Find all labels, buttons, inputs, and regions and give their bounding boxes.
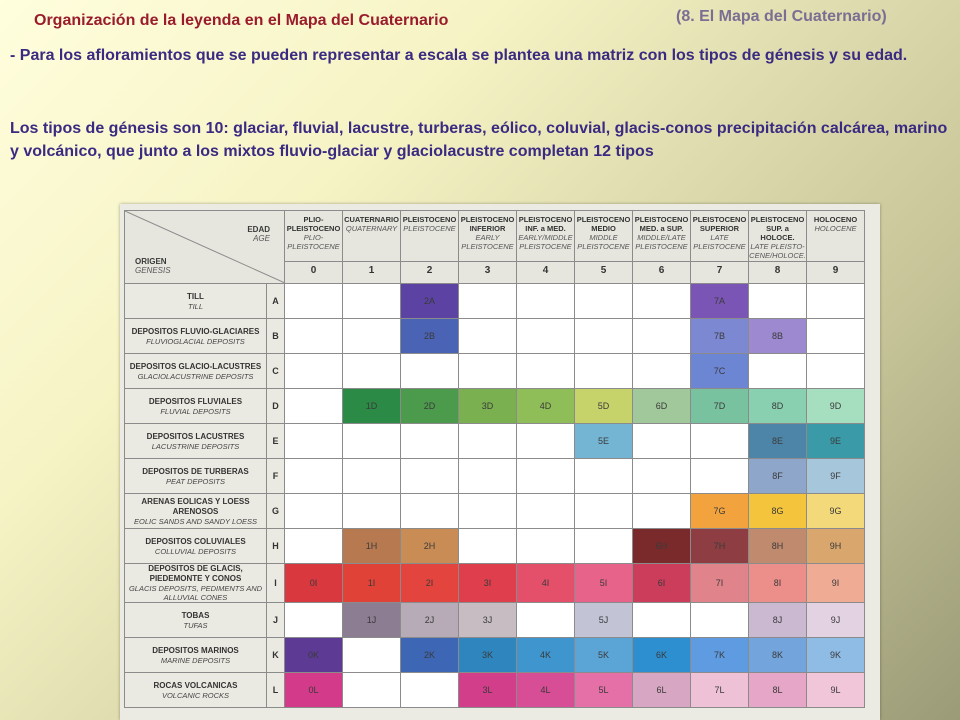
empty-cell <box>807 284 865 319</box>
genesis-row-header <box>125 529 267 564</box>
age-column-name: PLEISTOCENO MED. a SUP. <box>634 215 689 233</box>
age-column-header <box>459 211 517 284</box>
empty-cell <box>459 459 517 494</box>
legend-unit-cell: 3J <box>459 603 517 638</box>
age-column-name: PLEISTOCENO SUP. a HOLOCE. <box>750 215 805 242</box>
age-column-name: PLIO-PLEISTOCENO <box>286 215 341 233</box>
empty-cell <box>517 529 575 564</box>
corner-origen-label: ORIGEN <box>135 257 167 266</box>
empty-cell <box>285 459 343 494</box>
empty-cell <box>633 459 691 494</box>
legend-unit-cell: 3K <box>459 638 517 673</box>
genesis-name: TOBAS <box>181 610 210 620</box>
legend-unit-cell: 9I <box>807 564 865 603</box>
genesis-row <box>125 673 865 708</box>
empty-cell <box>633 494 691 529</box>
genesis-row <box>125 424 865 459</box>
empty-cell <box>343 354 401 389</box>
age-column-name-en: EARLY PLEISTOCENE <box>461 233 514 251</box>
age-column-name: PLEISTOCENO INF. a MED. <box>518 215 573 233</box>
empty-cell <box>575 354 633 389</box>
legend-unit-cell: 7C <box>691 354 749 389</box>
legend-unit-cell: 8D <box>749 389 807 424</box>
age-column-name: HOLOCENO <box>813 215 858 224</box>
genesis-name: DEPOSITOS FLUVIALES <box>148 396 243 406</box>
legend-unit-cell: 2A <box>401 284 459 319</box>
legend-unit-cell: 2J <box>401 603 459 638</box>
legend-unit-cell: 6H <box>633 529 691 564</box>
legend-unit-cell: 5I <box>575 564 633 603</box>
genesis-row <box>125 354 865 389</box>
age-column-index: 4 <box>517 261 574 280</box>
legend-unit-cell: 1H <box>343 529 401 564</box>
paragraph-matrix-intro: - Para los afloramientos que se pueden representar a escala se plantea una matriz con los tipos de génesis y su edad. <box>10 47 908 64</box>
legend-unit-cell: 8E <box>749 424 807 459</box>
age-column-index: 9 <box>807 261 864 280</box>
genesis-row-header <box>125 459 267 494</box>
empty-cell <box>691 603 749 638</box>
legend-unit-cell: 0I <box>285 564 343 603</box>
genesis-row-letter: B <box>267 319 285 354</box>
genesis-name: DEPOSITOS MARINOS <box>152 645 239 655</box>
empty-cell <box>285 319 343 354</box>
genesis-row-header <box>125 603 267 638</box>
genesis-name: DEPOSITOS LACUSTRES <box>146 431 245 441</box>
empty-cell <box>575 494 633 529</box>
age-column-name: PLEISTOCENO INFERIOR <box>460 215 515 233</box>
empty-cell <box>575 529 633 564</box>
empty-cell <box>517 459 575 494</box>
empty-cell <box>633 424 691 459</box>
genesis-row-letter: D <box>267 389 285 424</box>
empty-cell <box>401 673 459 708</box>
empty-cell <box>575 284 633 319</box>
empty-cell <box>517 354 575 389</box>
empty-cell <box>807 354 865 389</box>
empty-cell <box>749 284 807 319</box>
genesis-row-header <box>125 284 267 319</box>
empty-cell <box>343 424 401 459</box>
paragraph-genesis-types: Los tipos de génesis son 10: glaciar, fluvial, lacustre, turberas, eólico, coluvial, glacis-conos precipitación calcárea, marino y volcánico, que junto a los mixtos fluvio-glaciar y glaciolacustre completan 12 tipos <box>10 120 948 160</box>
genesis-name: DEPOSITOS GLACIO-LACUSTRES <box>129 361 262 371</box>
age-column-index: 7 <box>691 261 748 280</box>
genesis-row-letter: L <box>267 673 285 708</box>
empty-cell <box>343 638 401 673</box>
empty-cell <box>285 389 343 424</box>
genesis-row-header <box>125 673 267 708</box>
legend-unit-cell: 0L <box>285 673 343 708</box>
legend-unit-cell: 9G <box>807 494 865 529</box>
genesis-name-en: VOLCANIC ROCKS <box>161 690 230 700</box>
empty-cell <box>517 284 575 319</box>
genesis-row-letter: K <box>267 638 285 673</box>
empty-cell <box>401 424 459 459</box>
legend-unit-cell: 8F <box>749 459 807 494</box>
empty-cell <box>575 319 633 354</box>
legend-unit-cell: 9J <box>807 603 865 638</box>
genesis-name: DEPOSITOS FLUVIO-GLACIARES <box>131 326 260 336</box>
legend-unit-cell: 8I <box>749 564 807 603</box>
age-column-index: 2 <box>401 261 458 280</box>
age-column-index: 6 <box>633 261 690 280</box>
age-column-header <box>749 211 807 284</box>
age-column-index: 5 <box>575 261 632 280</box>
legend-unit-cell: 0K <box>285 638 343 673</box>
age-column-name-en: PLIO-PLEISTOCENE <box>287 233 340 251</box>
legend-matrix-image <box>120 204 880 720</box>
legend-unit-cell: 1D <box>343 389 401 424</box>
genesis-row-header <box>125 424 267 459</box>
age-column-header <box>575 211 633 284</box>
genesis-name: ROCAS VOLCANICAS <box>153 680 238 690</box>
legend-unit-cell: 1I <box>343 564 401 603</box>
corner-genesis-label: GENESIS <box>135 266 171 275</box>
genesis-row-header <box>125 319 267 354</box>
age-column-name-en: LATE PLEISTO-CENE/HOLOCE. <box>749 242 806 260</box>
genesis-row-letter: G <box>267 494 285 529</box>
legend-unit-cell: 9E <box>807 424 865 459</box>
slide-reference: (8. El Mapa del Cuaternario) <box>676 8 887 25</box>
legend-unit-cell: 7L <box>691 673 749 708</box>
genesis-name-en: EOLIC SANDS AND SANDY LOESS <box>134 516 257 526</box>
age-column-header <box>691 211 749 284</box>
legend-unit-cell: 4L <box>517 673 575 708</box>
genesis-name: TILL <box>187 291 204 301</box>
genesis-row-letter: A <box>267 284 285 319</box>
legend-unit-cell: 9K <box>807 638 865 673</box>
genesis-name-en: GLACIOLACUSTRINE DEPOSITS <box>137 371 254 381</box>
empty-cell <box>343 494 401 529</box>
age-column-header <box>343 211 401 284</box>
genesis-row-header <box>125 389 267 424</box>
legend-unit-cell: 2B <box>401 319 459 354</box>
empty-cell <box>517 494 575 529</box>
genesis-row <box>125 529 865 564</box>
empty-cell <box>517 319 575 354</box>
legend-unit-cell: 7I <box>691 564 749 603</box>
legend-unit-cell: 3I <box>459 564 517 603</box>
empty-cell <box>343 319 401 354</box>
legend-unit-cell: 3D <box>459 389 517 424</box>
genesis-row <box>125 564 865 603</box>
legend-unit-cell: 4D <box>517 389 575 424</box>
empty-cell <box>285 424 343 459</box>
legend-unit-cell: 7G <box>691 494 749 529</box>
legend-unit-cell: 6I <box>633 564 691 603</box>
genesis-name-en: TILL <box>187 301 203 311</box>
genesis-row-letter: C <box>267 354 285 389</box>
legend-unit-cell: 5K <box>575 638 633 673</box>
legend-unit-cell: 4K <box>517 638 575 673</box>
age-column-name: CUATERNARIO <box>344 215 399 224</box>
corner-age-label: AGE <box>253 234 270 243</box>
genesis-row-letter: H <box>267 529 285 564</box>
empty-cell <box>401 459 459 494</box>
legend-unit-cell: 5J <box>575 603 633 638</box>
empty-cell <box>285 284 343 319</box>
empty-cell <box>459 319 517 354</box>
age-column-name: PLEISTOCENO MEDIO <box>576 215 631 233</box>
empty-cell <box>401 354 459 389</box>
age-column-index: 3 <box>459 261 516 280</box>
age-column-name-en: HOLOCENE <box>814 224 857 233</box>
legend-unit-cell: 5L <box>575 673 633 708</box>
genesis-row <box>125 284 865 319</box>
genesis-row-header <box>125 638 267 673</box>
legend-unit-cell: 6L <box>633 673 691 708</box>
age-column-header <box>517 211 575 284</box>
legend-unit-cell: 8B <box>749 319 807 354</box>
empty-cell <box>575 459 633 494</box>
genesis-name-en: LACUSTRINE DEPOSITS <box>151 441 240 451</box>
empty-cell <box>633 603 691 638</box>
genesis-row-letter: J <box>267 603 285 638</box>
empty-cell <box>343 284 401 319</box>
legend-unit-cell: 2D <box>401 389 459 424</box>
genesis-row <box>125 459 865 494</box>
legend-unit-cell: 7H <box>691 529 749 564</box>
empty-cell <box>749 354 807 389</box>
age-column-name: PLEISTOCENO <box>402 215 457 224</box>
legend-unit-cell: 3L <box>459 673 517 708</box>
legend-unit-cell: 5D <box>575 389 633 424</box>
empty-cell <box>633 284 691 319</box>
empty-cell <box>343 459 401 494</box>
legend-unit-cell: 7B <box>691 319 749 354</box>
legend-unit-cell: 2H <box>401 529 459 564</box>
genesis-row-header <box>125 494 267 529</box>
corner-edad-label: EDAD <box>247 225 270 234</box>
empty-cell <box>285 494 343 529</box>
legend-unit-cell: 9L <box>807 673 865 708</box>
age-column-index: 0 <box>285 261 342 280</box>
genesis-name: DEPOSITOS DE TURBERAS <box>142 466 249 476</box>
genesis-row-letter: I <box>267 564 285 603</box>
legend-unit-cell: 6D <box>633 389 691 424</box>
genesis-row <box>125 603 865 638</box>
empty-cell <box>459 424 517 459</box>
genesis-name-en: FLUVIAL DEPOSITS <box>160 406 231 416</box>
empty-cell <box>285 354 343 389</box>
genesis-row <box>125 319 865 354</box>
empty-cell <box>691 459 749 494</box>
legend-unit-cell: 8J <box>749 603 807 638</box>
genesis-row <box>125 494 865 529</box>
empty-cell <box>807 319 865 354</box>
age-column-header <box>285 211 343 284</box>
age-column-header <box>633 211 691 284</box>
empty-cell <box>401 494 459 529</box>
legend-matrix-table <box>124 210 865 708</box>
legend-unit-cell: 7K <box>691 638 749 673</box>
age-column-index: 8 <box>749 261 806 280</box>
genesis-name: DEPOSITOS COLUVIALES <box>145 536 246 546</box>
legend-unit-cell: 5E <box>575 424 633 459</box>
age-column-name-en: LATE PLEISTOCENE <box>693 233 746 251</box>
genesis-row <box>125 389 865 424</box>
genesis-name: DEPOSITOS DE GLACIS, PIEDEMONTE Y CONOS <box>148 564 243 583</box>
age-column-name-en: QUATERNARY <box>345 224 398 233</box>
legend-unit-cell: 7A <box>691 284 749 319</box>
legend-unit-cell: 9H <box>807 529 865 564</box>
empty-cell <box>633 354 691 389</box>
empty-cell <box>285 529 343 564</box>
empty-cell <box>285 603 343 638</box>
slide-title: Organización de la leyenda en el Mapa del Cuaternario <box>34 12 449 29</box>
age-column-header <box>401 211 459 284</box>
empty-cell <box>517 424 575 459</box>
matrix-corner <box>125 211 285 284</box>
age-column-name-en: EARLY/MIDDLE PLEISTOCENE <box>518 233 573 251</box>
age-column-name: PLEISTOCENO SUPERIOR <box>692 215 747 233</box>
legend-unit-cell: 2K <box>401 638 459 673</box>
legend-unit-cell: 9F <box>807 459 865 494</box>
empty-cell <box>343 673 401 708</box>
genesis-row <box>125 638 865 673</box>
age-column-name-en: MIDDLE/LATE PLEISTOCENE <box>635 233 688 251</box>
age-column-header <box>807 211 865 284</box>
legend-unit-cell: 8K <box>749 638 807 673</box>
empty-cell <box>459 529 517 564</box>
legend-unit-cell: 9D <box>807 389 865 424</box>
genesis-name: ARENAS EOLICAS Y LOESS ARENOSOS <box>141 496 250 516</box>
genesis-row-header <box>125 354 267 389</box>
empty-cell <box>459 284 517 319</box>
genesis-name-en: GLACIS DEPOSITS, PEDIMENTS AND ALLUVIAL CONES <box>128 584 263 602</box>
genesis-name-en: COLLUVIAL DEPOSITS <box>154 546 237 556</box>
age-column-index: 1 <box>343 261 400 280</box>
genesis-row-letter: F <box>267 459 285 494</box>
empty-cell <box>633 319 691 354</box>
genesis-name-en: MARINE DEPOSITS <box>160 655 231 665</box>
genesis-name-en: FLUVIOGLACIAL DEPOSITS <box>146 336 245 346</box>
legend-unit-cell: 8G <box>749 494 807 529</box>
genesis-row-letter: E <box>267 424 285 459</box>
empty-cell <box>459 494 517 529</box>
legend-unit-cell: 1J <box>343 603 401 638</box>
legend-unit-cell: 4I <box>517 564 575 603</box>
empty-cell <box>459 354 517 389</box>
age-column-name-en: PLEISTOCENE <box>403 224 456 233</box>
genesis-name-en: TUFAS <box>183 620 208 630</box>
legend-unit-cell: 8L <box>749 673 807 708</box>
empty-cell <box>691 424 749 459</box>
genesis-row-header <box>125 564 267 603</box>
empty-cell <box>517 603 575 638</box>
legend-unit-cell: 6K <box>633 638 691 673</box>
legend-unit-cell: 8H <box>749 529 807 564</box>
age-column-name-en: MIDDLE PLEISTOCENE <box>577 233 630 251</box>
legend-unit-cell: 7D <box>691 389 749 424</box>
genesis-name-en: PEAT DEPOSITS <box>165 476 226 486</box>
legend-unit-cell: 2I <box>401 564 459 603</box>
